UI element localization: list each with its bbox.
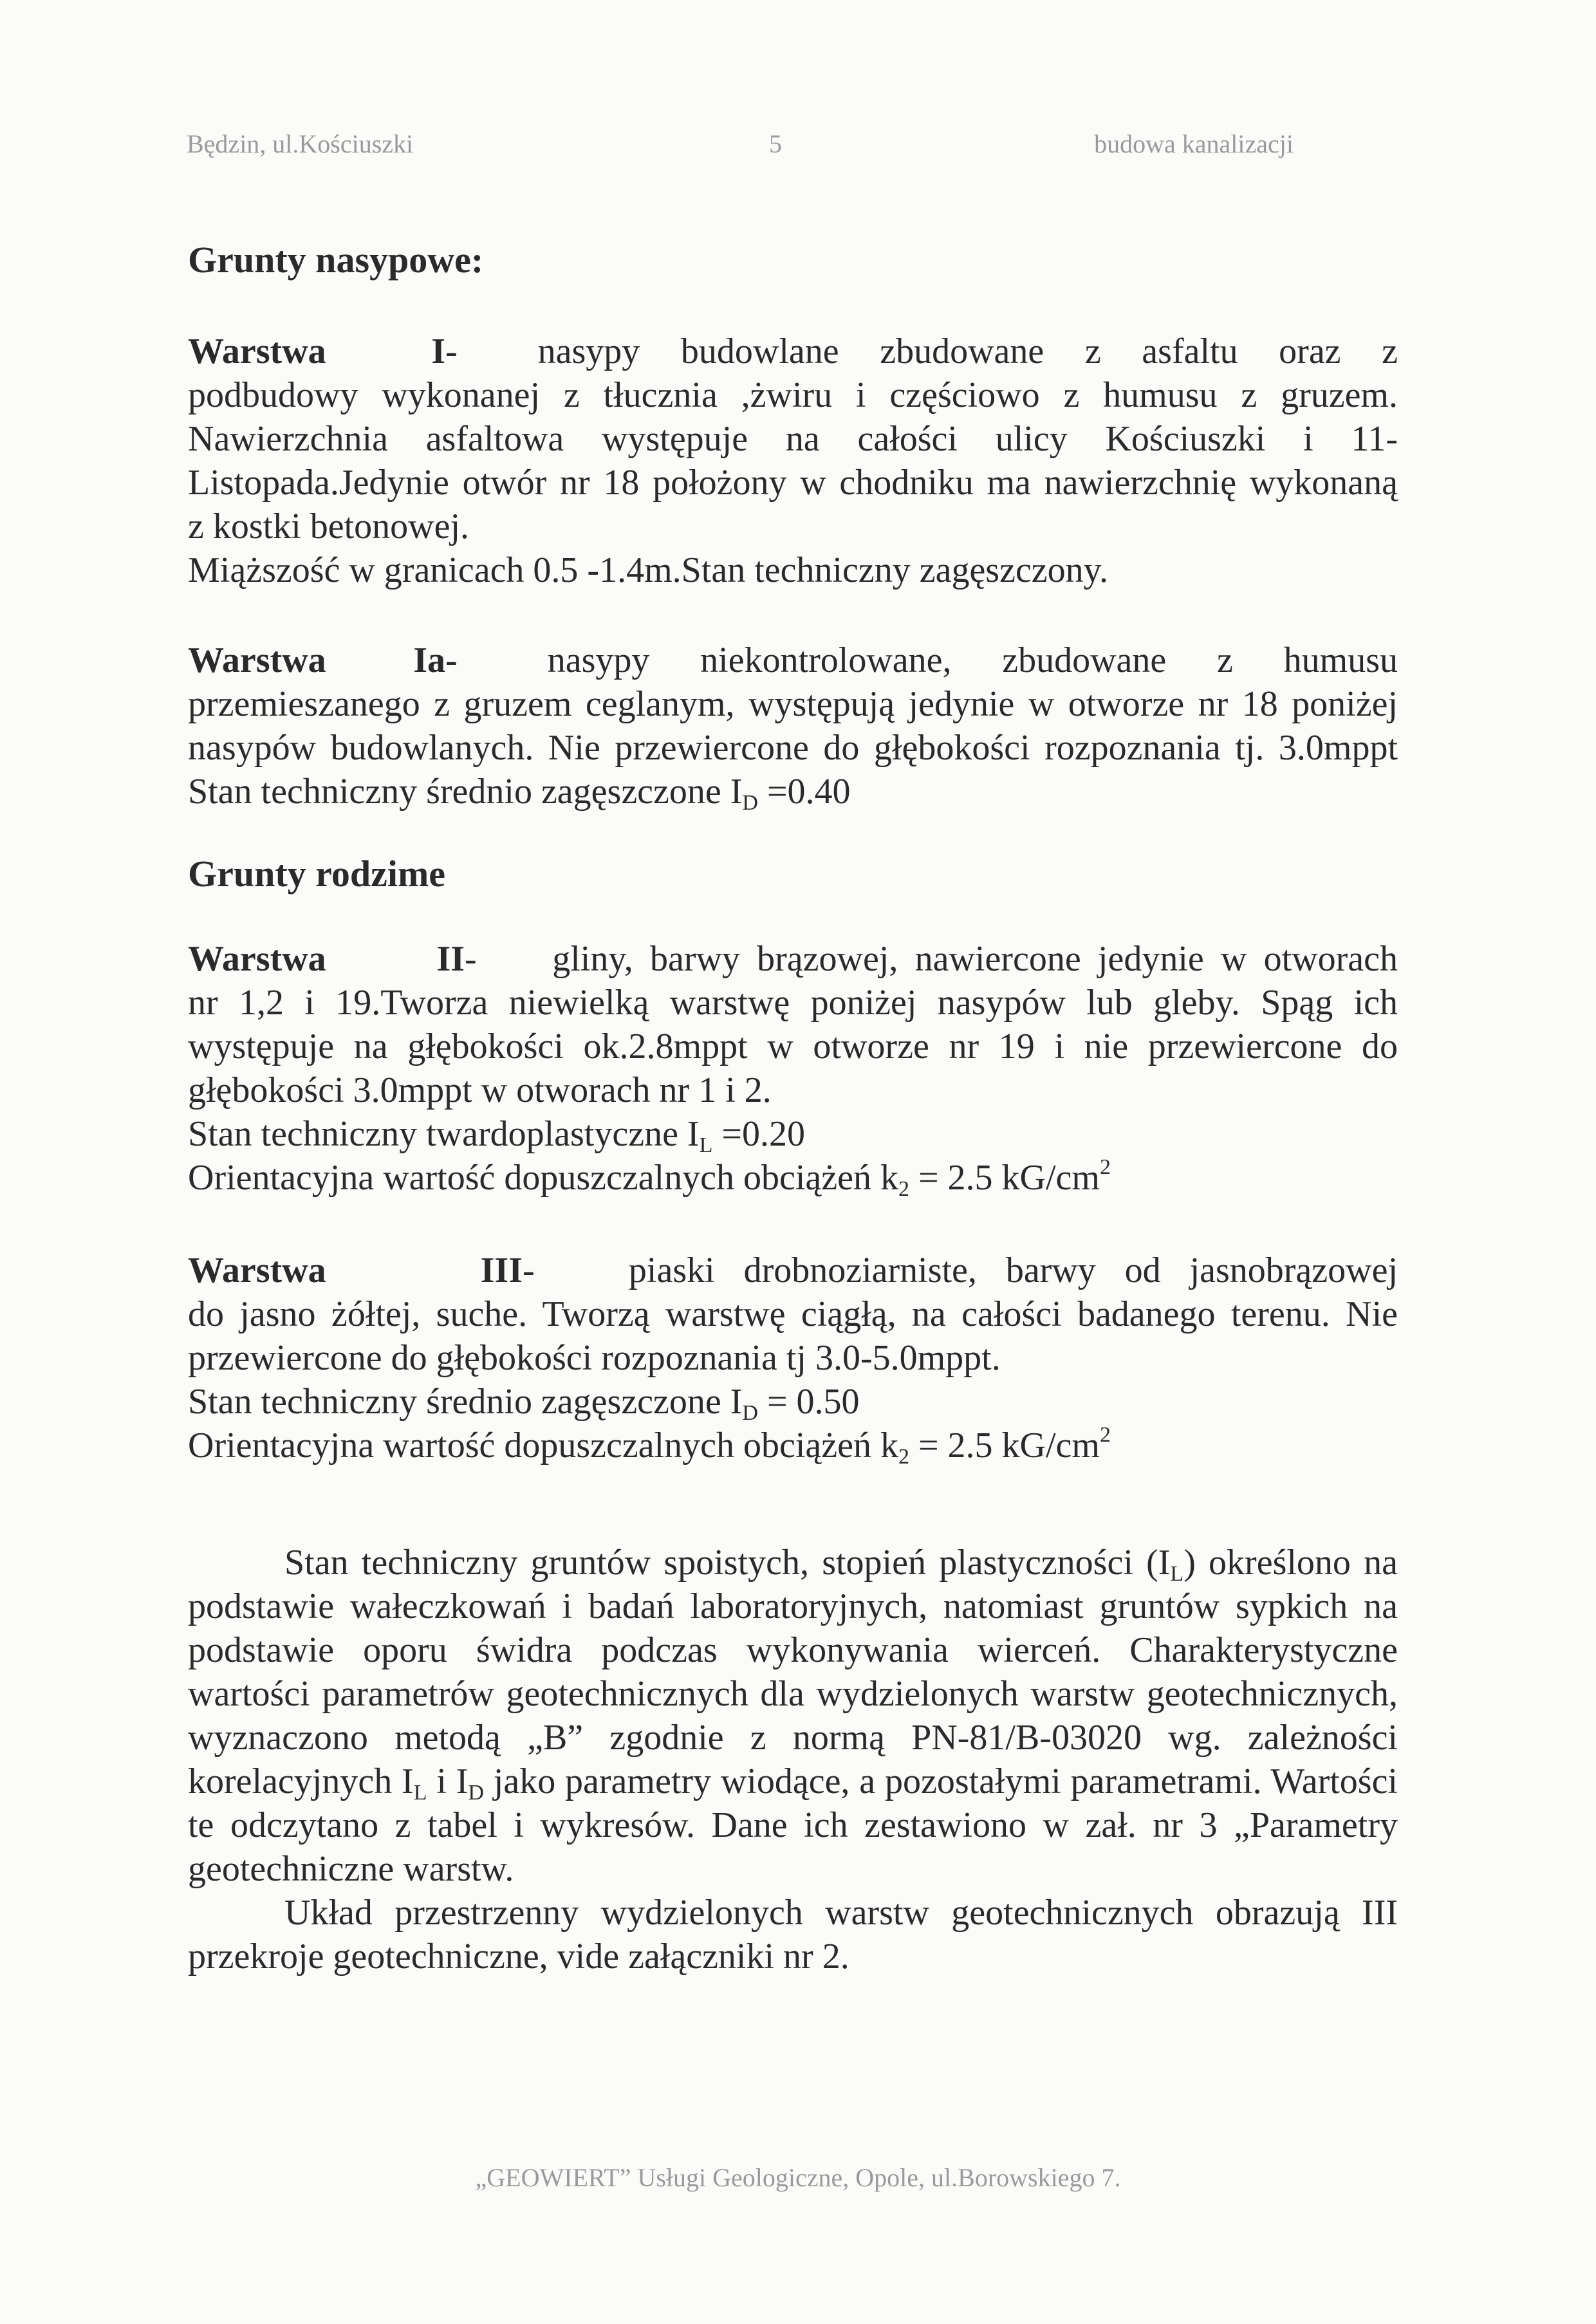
layer-1-description (188, 330, 1398, 592)
layer-2-first-line (188, 937, 1398, 981)
layer-1a-state-value: =0.40 (757, 772, 851, 812)
technical-state-paragraph (188, 1541, 1398, 1891)
layer-3-state-text: Stan techniczny średnio zagęszczone I (188, 1382, 743, 1422)
layer-2-line-2: nr 1,2 i 19.Tworza niewielką warstwę poniżej nasypów lub gleby. Spąg ich (188, 983, 1398, 1023)
layer-3-load-value: = 2.5 kG/cm (909, 1426, 1100, 1465)
header-location: Będzin, ul.Kościuszki (187, 129, 414, 158)
layer-1-label: Warstwa I (188, 331, 445, 371)
layer-3-line-1: piaski drobnoziarniste, barwy od jasnobrązowej (628, 1250, 1398, 1290)
layer-3-line-4 (188, 1380, 1398, 1424)
layer-3-line-2: do jasno żółtej, suche. Tworzą warstwę ciągłą, na całości badanego terenu. Nie (188, 1294, 1398, 1334)
layer-1a-line-4 (188, 770, 1398, 813)
layer-2-state-value: =0.20 (712, 1114, 805, 1154)
layer-2-load-subscript: 2 (898, 1177, 909, 1201)
layer-3-label: Warstwa III (188, 1250, 523, 1290)
layer-1a-description (188, 638, 1398, 813)
paragraph-1-part-4: jako parametry wiodące, a pozostałymi parametrami. Wartości te odczytano z tabel i wykresów. Dane ich zestawiono w zał. nr 3 „Parametry geotechniczne warstw. (188, 1762, 1398, 1889)
layer-3-load-superscript: 2 (1099, 1423, 1111, 1447)
layer-1-line-3: Nawierzchnia asfaltowa występuje na całości ulicy Kościuszki i 11- (188, 419, 1398, 459)
layer-2-load-superscript: 2 (1099, 1155, 1111, 1179)
spatial-layout-paragraph: Układ przestrzenny wydzielonych warstw geotechnicznych obrazują III przekroje geotechniczne, vide załączniki nr 2. (188, 1893, 1398, 1976)
layer-2-description (188, 937, 1398, 1200)
layer-1-first-line (188, 330, 1398, 373)
paragraph-1-part-1: Stan techniczny gruntów spoistych, stopień plastyczności (I (284, 1543, 1171, 1583)
layer-2-state-subscript: L (699, 1133, 713, 1157)
layer-3-line-3: przewiercone do głębokości rozpoznania tj 3.0-5.0mppt. (188, 1338, 1001, 1378)
layer-3-line-5 (188, 1424, 1398, 1467)
layer-2-line-1: gliny, barwy brązowej, nawiercone jedynie w otworach (552, 939, 1398, 979)
layer-2-line-4: głębokości 3.0mppt w otworach nr 1 i 2. (188, 1070, 772, 1110)
layer-2-line-5 (188, 1112, 1398, 1156)
paragraph-1-part-3: i I (427, 1762, 469, 1801)
paragraph-1-subscript-3: D (468, 1781, 484, 1805)
layer-1-line-1: nasypy budowlane zbudowane z asfaltu oraz z (537, 331, 1398, 371)
layer-2-line-3: występuje na głębokości ok.2.8mppt w otworze nr 19 i nie przewiercone do (188, 1027, 1398, 1066)
layer-2-dash: - (465, 939, 477, 979)
layer-1a-line-1: nasypy niekontrolowane, zbudowane z humusu (547, 640, 1398, 680)
header-project: budowa kanalizacji (1094, 129, 1294, 158)
layer-3-load-text: Orientacyjna wartość dopuszczalnych obciążeń k (188, 1426, 898, 1465)
layer-1-line-5: z kostki betonowej. (188, 507, 470, 546)
page-header (187, 129, 1294, 174)
layer-3-first-line (188, 1249, 1398, 1292)
layer-1a-dash: - (445, 640, 458, 680)
page-number: 5 (769, 129, 782, 158)
layer-2-label: Warstwa II (188, 939, 465, 979)
layer-2-load-text: Orientacyjna wartość dopuszczalnych obciążeń k (188, 1158, 898, 1198)
section-title-fill-soils: Grunty nasypowe: (188, 239, 484, 281)
document-body (188, 238, 1398, 1978)
paragraph-1-subscript-2: L (413, 1781, 427, 1805)
layer-3-state-value: = 0.50 (757, 1382, 860, 1422)
layer-1a-state-text: Stan techniczny średnio zagęszczone I (188, 772, 743, 812)
layer-1-line-2: podbudowy wykonanej z tłucznia ,żwiru i częściowo z humusu z gruzem. (188, 375, 1398, 415)
layer-1a-first-line (188, 638, 1398, 682)
layer-1a-state-subscript: D (742, 791, 758, 815)
layer-2-state-text: Stan techniczny twardoplastyczne I (188, 1114, 700, 1154)
layer-2-line-6 (188, 1156, 1398, 1200)
layer-3-state-subscript: D (742, 1401, 758, 1425)
layer-1a-line-3: nasypów budowlanych. Nie przewiercone do głębokości rozpoznania tj. 3.0mppt (188, 728, 1398, 768)
layer-1-dash: - (445, 331, 458, 371)
layer-2-load-value: = 2.5 kG/cm (909, 1158, 1100, 1198)
paragraph-1-subscript-1: L (1170, 1562, 1184, 1586)
layer-3-load-subscript: 2 (898, 1445, 909, 1469)
layer-1-line-4: Listopada.Jedynie otwór nr 18 położony w chodniku ma nawierzchnię wykonaną (188, 463, 1398, 503)
layer-3-description (188, 1249, 1398, 1467)
layer-1a-label: Warstwa Ia (188, 640, 445, 680)
paragraph-1-part-2: ) określono na podstawie wałeczkowań i badań laboratoryjnych, natomiast gruntów sypkich na podstawie oporu świdra podczas wykonywania wierceń. Charakterystyczne wartości parametrów geotechnicznych dla wydzielonych warstw geotechnicznych, wyznaczono metodą „B” zgodnie z normą PN-81/B-03020 wg. zależności korelacyjnych I (188, 1543, 1398, 1801)
layer-3-dash: - (523, 1250, 535, 1290)
section-title-native-soils: Grunty rodzime (188, 853, 446, 895)
layer-1-line-6: Miąższość w granicach 0.5 -1.4m.Stan techniczny zagęszczony. (188, 550, 1109, 590)
page-footer: „GEOWIERT” Usługi Geologiczne, Opole, ul.Borowskiego 7. (475, 2163, 1121, 2192)
layer-1a-line-2: przemieszanego z gruzem ceglanym, występują jedynie w otworze nr 18 poniżej (188, 684, 1398, 724)
